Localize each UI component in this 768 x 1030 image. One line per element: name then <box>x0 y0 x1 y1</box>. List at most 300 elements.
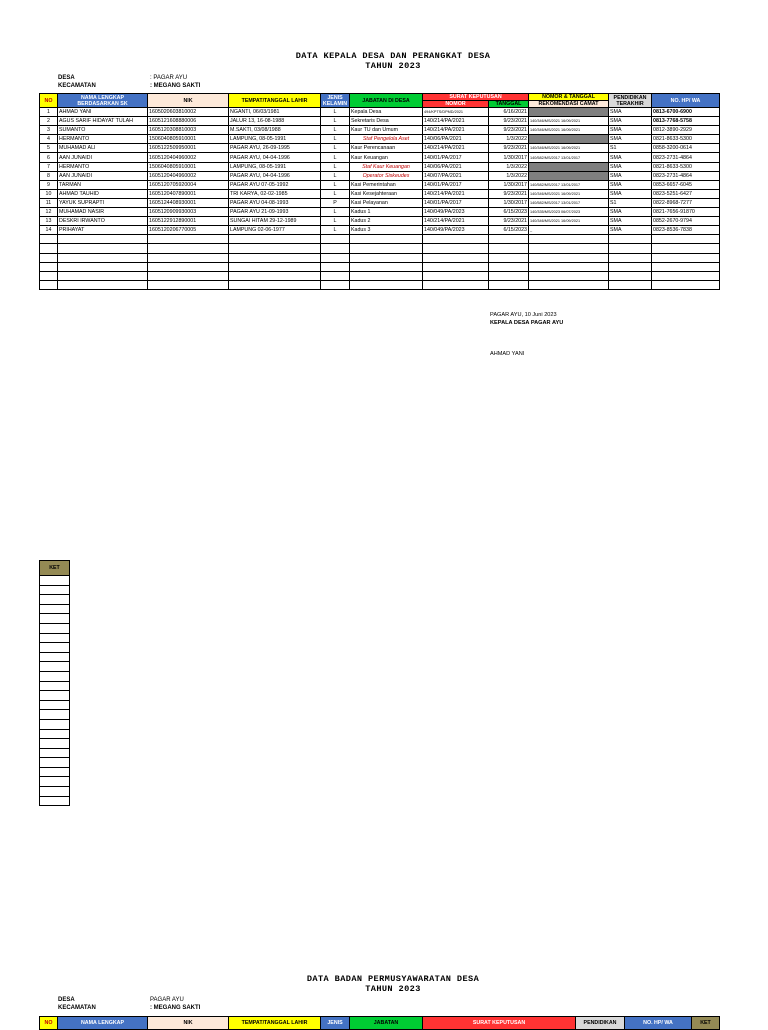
cell-no: 11 <box>40 198 58 207</box>
cell-hp: 0823-5251-6427 <box>652 189 720 198</box>
ket-row <box>40 585 70 595</box>
cell-nik: 1605020603810002 <box>148 108 229 117</box>
ket-row <box>40 576 70 586</box>
cell-jenis-kelamin: L <box>321 153 350 162</box>
empty-cell <box>423 244 489 253</box>
cell-rekomendasi <box>529 135 609 144</box>
empty-cell <box>652 271 720 280</box>
bpd-table <box>39 1016 720 1030</box>
cell-jabatan: Kadus 1 <box>350 208 423 217</box>
ket-row <box>40 748 70 758</box>
cell-pendidikan: S1 <box>609 144 652 153</box>
cell-jabatan: Kaur Keuangan <box>350 153 423 162</box>
empty-cell <box>40 253 58 262</box>
ket-table <box>39 560 70 806</box>
ket-row <box>40 623 70 633</box>
empty-cell <box>652 244 720 253</box>
col-nama: NAMA LENGKAP BERDASARKAN SK <box>58 94 148 108</box>
cell-pendidikan: SMA <box>609 153 652 162</box>
cell-rekomendasi: 140/346/MS/2021 16/09/2021 <box>529 126 609 135</box>
cell-jabatan: Staf Pengelola Aset <box>350 135 423 144</box>
cell-ttl: LAMPUNG, 08-05-1991 <box>229 162 321 171</box>
ket-cell <box>40 729 70 739</box>
cell-nama: PRIHAYAT <box>58 226 148 235</box>
ket-row <box>40 652 70 662</box>
cell-nama: AGUS SARIF HIDAYAT TULAH <box>58 117 148 126</box>
cell-ttl: M.SAKTI, 03/08/1988 <box>229 126 321 135</box>
desa-value: : PAGAR AYU <box>150 75 188 81</box>
empty-cell <box>423 271 489 280</box>
ket-row <box>40 681 70 691</box>
empty-cell <box>529 262 609 271</box>
cell-rekomendasi: 140/335/MS/2023 06/07/2023 <box>529 208 609 217</box>
empty-cell <box>40 271 58 280</box>
cell-hp: 0821-8633-5300 <box>652 135 720 144</box>
cell-nama: AHMAD TAUHID <box>58 189 148 198</box>
cell-nama: MUHAMAD ALI <box>58 144 148 153</box>
cell-rekomendasi: 140/582/MS/2017 13/01/2017 <box>529 180 609 189</box>
cell-ttl: LAMPUNG, 08-05-1991 <box>229 135 321 144</box>
table-row <box>40 162 720 171</box>
cell-rekomendasi: 140/582/MS/2017 13/01/2017 <box>529 153 609 162</box>
empty-row <box>40 235 720 244</box>
empty-cell <box>148 280 229 289</box>
empty-cell <box>529 253 609 262</box>
cell-sk-tanggal: 9/23/2021 <box>489 189 529 198</box>
ket-row <box>40 710 70 720</box>
cell-jenis-kelamin: L <box>321 208 350 217</box>
ket-cell <box>40 748 70 758</box>
cell-hp: 0822-8968-7277 <box>652 198 720 207</box>
cell-sk-nomor: 494/KPTS/DPMD/2021 <box>423 108 489 117</box>
cell-jenis-kelamin: L <box>321 108 350 117</box>
cell-pendidikan: SMA <box>609 135 652 144</box>
cell-hp: 0823-2731-4864 <box>652 153 720 162</box>
cell-sk-tanggal: 1/3/2022 <box>489 135 529 144</box>
cell-sk-nomor: 140/01/PA/2017 <box>423 198 489 207</box>
col-surat-keputusan: SURAT KEPUTUSAN <box>423 94 529 101</box>
bpd-col-pendidikan: PENDIDIKAN <box>576 1017 625 1030</box>
empty-cell <box>529 271 609 280</box>
bpd-col-jabatan: JABATAN <box>350 1017 423 1030</box>
empty-row <box>40 244 720 253</box>
empty-cell <box>350 271 423 280</box>
cell-no: 5 <box>40 144 58 153</box>
table-row <box>40 180 720 189</box>
cell-jabatan: Kasi Pemerintahan <box>350 180 423 189</box>
ket-row <box>40 739 70 749</box>
cell-pendidikan: SMA <box>609 189 652 198</box>
empty-cell <box>58 253 148 262</box>
ket-body <box>40 576 70 806</box>
cell-nama: HERMANTO <box>58 162 148 171</box>
empty-cell <box>652 253 720 262</box>
ket-cell <box>40 796 70 806</box>
ket-cell <box>40 633 70 643</box>
cell-no: 3 <box>40 126 58 135</box>
ket-cell <box>40 719 70 729</box>
empty-cell <box>148 244 229 253</box>
ket-cell <box>40 662 70 672</box>
cell-jenis-kelamin: L <box>321 171 350 180</box>
empty-cell <box>423 262 489 271</box>
cell-jenis-kelamin: L <box>321 180 350 189</box>
cell-hp: 0858-3200-0614 <box>652 144 720 153</box>
cell-hp: 0823-2731-4864 <box>652 171 720 180</box>
col-ttl: TEMPAT/TANGGAL LAHIR <box>229 94 321 108</box>
empty-cell <box>489 235 529 244</box>
ket-row <box>40 796 70 806</box>
empty-cell <box>609 280 652 289</box>
cell-sk-tanggal: 6/16/2021 <box>489 108 529 117</box>
ket-cell <box>40 595 70 605</box>
empty-cell <box>423 235 489 244</box>
ket-cell <box>40 614 70 624</box>
cell-no: 13 <box>40 217 58 226</box>
empty-cell <box>529 235 609 244</box>
table-row <box>40 189 720 198</box>
cell-nama: MUHAMAD NASIR <box>58 208 148 217</box>
ket-cell <box>40 671 70 681</box>
empty-cell <box>58 262 148 271</box>
cell-sk-tanggal: 9/23/2021 <box>489 126 529 135</box>
empty-cell <box>148 271 229 280</box>
empty-cell <box>489 244 529 253</box>
cell-pendidikan: SMA <box>609 217 652 226</box>
cell-jenis-kelamin: L <box>321 162 350 171</box>
perangkat-desa-table <box>39 93 720 290</box>
empty-cell <box>321 262 350 271</box>
empty-cell <box>58 271 148 280</box>
bpd-col-nik: NIK <box>148 1017 229 1030</box>
col-rekomendasi-top: NOMOR & TANGGAL <box>529 94 609 101</box>
cell-rekomendasi <box>529 171 609 180</box>
ket-row <box>40 662 70 672</box>
empty-cell <box>229 235 321 244</box>
cell-sk-tanggal: 1/30/2017 <box>489 153 529 162</box>
page-title <box>0 51 768 71</box>
cell-jabatan: Staf Kaur Keuangan <box>350 162 423 171</box>
col-hp: NO. HP/ WA <box>652 94 720 108</box>
empty-cell <box>423 280 489 289</box>
table-row <box>40 126 720 135</box>
cell-pendidikan: SMA <box>609 117 652 126</box>
cell-nama: YAYUK SUPRAPTI <box>58 198 148 207</box>
cell-hp: 0813-6700-6900 <box>652 108 720 117</box>
empty-cell <box>40 235 58 244</box>
cell-pendidikan: SMA <box>609 108 652 117</box>
empty-cell <box>229 262 321 271</box>
empty-cell <box>609 253 652 262</box>
empty-cell <box>58 235 148 244</box>
empty-cell <box>229 280 321 289</box>
desa-label-2: DESA <box>58 997 75 1003</box>
ket-row <box>40 604 70 614</box>
table-row <box>40 153 720 162</box>
cell-nik: 1605120308810003 <box>148 126 229 135</box>
cell-sk-nomor: 140/214/PA/2021 <box>423 189 489 198</box>
cell-ttl: PAGAR AYU, 04-04-1996 <box>229 153 321 162</box>
cell-nik: 1506040805910001 <box>148 162 229 171</box>
cell-jabatan: Operator Siskeudes <box>350 171 423 180</box>
table-row <box>40 217 720 226</box>
empty-cell <box>423 253 489 262</box>
kecamatan-label: KECAMATAN <box>58 83 96 89</box>
ket-cell <box>40 787 70 797</box>
cell-no: 10 <box>40 189 58 198</box>
cell-ttl: PAGAR AYU, 26-09-1995 <box>229 144 321 153</box>
cell-rekomendasi <box>529 108 609 117</box>
cell-jenis-kelamin: L <box>321 135 350 144</box>
cell-ttl: TRI KARYA, 02-02-1985 <box>229 189 321 198</box>
cell-nik: 1605120909930003 <box>148 208 229 217</box>
cell-sk-tanggal: 1/3/2022 <box>489 171 529 180</box>
section-title-bpd <box>0 974 768 994</box>
cell-sk-nomor: 140/049/PA/2023 <box>423 226 489 235</box>
title2-line-2: TAHUN 2023 <box>365 984 421 994</box>
cell-hp: 0823-8536-7838 <box>652 226 720 235</box>
cell-jabatan: Kadus 2 <box>350 217 423 226</box>
empty-cell <box>609 262 652 271</box>
empty-cell <box>350 262 423 271</box>
cell-jenis-kelamin: L <box>321 217 350 226</box>
ket-cell <box>40 623 70 633</box>
cell-jabatan: Kadus 3 <box>350 226 423 235</box>
signature-block <box>490 311 563 328</box>
cell-no: 2 <box>40 117 58 126</box>
cell-nik: 1605120404960002 <box>148 171 229 180</box>
empty-cell <box>229 244 321 253</box>
cell-ttl: PAGAR AYU, 04-04-1996 <box>229 171 321 180</box>
empty-cell <box>321 271 350 280</box>
cell-nama: TARMAN <box>58 180 148 189</box>
cell-pendidikan: SMA <box>609 208 652 217</box>
cell-jabatan: Kaur Perencanaan <box>350 144 423 153</box>
bpd-col-sk: SURAT KEPUTUSAN <box>423 1017 576 1030</box>
cell-nama: SUMANTO <box>58 126 148 135</box>
empty-cell <box>321 280 350 289</box>
cell-nik: 1605120407890001 <box>148 189 229 198</box>
empty-cell <box>321 253 350 262</box>
cell-jenis-kelamin: P <box>321 198 350 207</box>
desa-label: DESA <box>58 75 75 81</box>
cell-no: 12 <box>40 208 58 217</box>
empty-cell <box>609 235 652 244</box>
cell-rekomendasi: 140/346/MS/2021 16/09/2021 <box>529 144 609 153</box>
cell-pendidikan: SMA <box>609 180 652 189</box>
cell-ttl: JALUR 13, 16-08-1988 <box>229 117 321 126</box>
bpd-col-hp: NO. HP/ WA <box>625 1017 692 1030</box>
table-row <box>40 135 720 144</box>
cell-hp: 0813-7768-5758 <box>652 117 720 126</box>
empty-cell <box>652 262 720 271</box>
empty-cell <box>148 235 229 244</box>
cell-jenis-kelamin: L <box>321 144 350 153</box>
empty-cell <box>40 280 58 289</box>
ket-cell <box>40 758 70 768</box>
cell-sk-tanggal: 9/23/2021 <box>489 117 529 126</box>
cell-sk-nomor: 140/06/PA/2021 <box>423 162 489 171</box>
empty-cell <box>58 244 148 253</box>
col-sk-tanggal: TANGGAL <box>489 101 529 108</box>
col-pendidikan: PENDIDIKAN TERAKHIR <box>609 94 652 108</box>
cell-ttl: PAGAR AYU 04-08-1993 <box>229 198 321 207</box>
bpd-col-ket: KET <box>692 1017 720 1030</box>
cell-nik: 1605124408930001 <box>148 198 229 207</box>
empty-cell <box>350 244 423 253</box>
table-row <box>40 117 720 126</box>
empty-cell <box>489 280 529 289</box>
empty-row <box>40 271 720 280</box>
ket-row <box>40 700 70 710</box>
cell-rekomendasi: _ <box>529 226 609 235</box>
ket-row <box>40 643 70 653</box>
empty-cell <box>321 235 350 244</box>
cell-no: 7 <box>40 162 58 171</box>
cell-nik: 1605122509950001 <box>148 144 229 153</box>
title-line-1: DATA KEPALA DESA DAN PERANGKAT DESA <box>295 51 491 61</box>
bpd-col-no: NO <box>40 1017 58 1030</box>
ket-cell <box>40 652 70 662</box>
cell-jenis-kelamin: L <box>321 117 350 126</box>
col-ket: KET <box>40 561 70 576</box>
title2-line-1: DATA BADAN PERMUSYAWARATAN DESA <box>306 974 480 984</box>
cell-rekomendasi: 140/346/MS/2021 16/09/2021 <box>529 189 609 198</box>
empty-cell <box>489 253 529 262</box>
cell-rekomendasi: 140/582/MS/2017 13/01/2017 <box>529 198 609 207</box>
empty-cell <box>321 244 350 253</box>
bpd-col-jk: JENIS <box>321 1017 350 1030</box>
cell-nik: 1605120206770005 <box>148 226 229 235</box>
cell-no: 4 <box>40 135 58 144</box>
cell-hp: 0821-8633-5300 <box>652 162 720 171</box>
empty-cell <box>40 244 58 253</box>
table-row <box>40 226 720 235</box>
cell-jabatan: Kasi Pelayanan <box>350 198 423 207</box>
signature-place-date: PAGAR AYU, 10 Juni 2023 <box>490 312 557 318</box>
table-body <box>40 108 720 290</box>
empty-row <box>40 262 720 271</box>
bpd-col-ttl: TEMPAT/TANGGAL LAHIR <box>229 1017 321 1030</box>
bpd-col-nama: NAMA LENGKAP <box>58 1017 148 1030</box>
cell-sk-tanggal: 6/15/2023 <box>489 208 529 217</box>
cell-sk-nomor: 140/01/PA/2017 <box>423 180 489 189</box>
location-info <box>58 74 200 90</box>
cell-no: 1 <box>40 108 58 117</box>
table-row <box>40 144 720 153</box>
cell-rekomendasi <box>529 162 609 171</box>
empty-cell <box>229 271 321 280</box>
ket-cell <box>40 777 70 787</box>
empty-cell <box>652 280 720 289</box>
cell-sk-tanggal: 9/23/2021 <box>489 144 529 153</box>
ket-row <box>40 729 70 739</box>
cell-pendidikan: S1 <box>609 198 652 207</box>
cell-sk-tanggal: 1/30/2017 <box>489 180 529 189</box>
empty-cell <box>652 235 720 244</box>
empty-cell <box>529 280 609 289</box>
ket-cell <box>40 739 70 749</box>
cell-rekomendasi: 140/346/MS/2021 16/09/2021 <box>529 217 609 226</box>
cell-ttl: PAGAR AYU 21-09-1993 <box>229 208 321 217</box>
col-no: NO <box>40 94 58 108</box>
cell-nama: HERMANTO <box>58 135 148 144</box>
cell-hp: 0852-2670-9794 <box>652 217 720 226</box>
empty-cell <box>529 244 609 253</box>
col-sk-nomor: NOMOR <box>423 101 489 108</box>
ket-row <box>40 787 70 797</box>
cell-sk-tanggal: 1/3/2022 <box>489 162 529 171</box>
table-row <box>40 108 720 117</box>
cell-ttl: PAGAR AYU 07-05-1992 <box>229 180 321 189</box>
empty-cell <box>350 280 423 289</box>
kecamatan-value: : MEGANG SAKTI <box>150 83 201 89</box>
ket-cell <box>40 643 70 653</box>
empty-cell <box>489 271 529 280</box>
empty-cell <box>350 235 423 244</box>
cell-nama: AAN JUNAIDI <box>58 153 148 162</box>
ket-cell <box>40 604 70 614</box>
cell-jenis-kelamin: L <box>321 126 350 135</box>
cell-no: 9 <box>40 180 58 189</box>
cell-sk-nomor: 140/214/PA/2021 <box>423 217 489 226</box>
ket-row <box>40 777 70 787</box>
empty-cell <box>350 253 423 262</box>
empty-cell <box>609 244 652 253</box>
signature-name: AHMAD YANI <box>490 351 525 357</box>
cell-sk-nomor: 140/214/PA/2021 <box>423 144 489 153</box>
cell-sk-nomor: 140/214/PA/2021 <box>423 126 489 135</box>
cell-nama: AAN JUNAIDI <box>58 171 148 180</box>
cell-ttl: NGANTI, 06/03/1981 <box>229 108 321 117</box>
cell-no: 8 <box>40 171 58 180</box>
cell-sk-nomor: 140/06/PA/2021 <box>423 135 489 144</box>
title-line-2: TAHUN 2023 <box>365 61 421 71</box>
cell-hp: 0853-6657-6045 <box>652 180 720 189</box>
cell-ttl: LAMPUNG 02-06-1977 <box>229 226 321 235</box>
signature-position: KEPALA DESA PAGAR AYU <box>490 320 564 326</box>
col-jabatan: JABATAN DI DESA <box>350 94 423 108</box>
cell-sk-tanggal: 9/23/2021 <box>489 217 529 226</box>
empty-cell <box>148 253 229 262</box>
cell-hp: 0821-7656-91870 <box>652 208 720 217</box>
cell-sk-nomor: 140/214/PA/2021 <box>423 117 489 126</box>
cell-nama: AHMAD YANI <box>58 108 148 117</box>
cell-rekomendasi: 140/346/MS/2021 16/09/2021 <box>529 117 609 126</box>
location-info-bpd <box>58 996 200 1012</box>
cell-no: 6 <box>40 153 58 162</box>
ket-cell <box>40 710 70 720</box>
cell-no: 14 <box>40 226 58 235</box>
ket-row <box>40 719 70 729</box>
cell-nik: 1605120705920004 <box>148 180 229 189</box>
table-row <box>40 171 720 180</box>
empty-cell <box>609 271 652 280</box>
ket-row <box>40 691 70 701</box>
ket-cell <box>40 691 70 701</box>
empty-row <box>40 253 720 262</box>
cell-jabatan: Kepala Desa <box>350 108 423 117</box>
ket-cell <box>40 681 70 691</box>
empty-cell <box>489 262 529 271</box>
cell-hp: 0812-3890-2929 <box>652 126 720 135</box>
table-row <box>40 198 720 207</box>
desa-value-2: PAGAR AYU <box>150 997 184 1003</box>
cell-nik: 1506040805910001 <box>148 135 229 144</box>
cell-jenis-kelamin: L <box>321 189 350 198</box>
ket-row <box>40 614 70 624</box>
ket-cell <box>40 576 70 586</box>
